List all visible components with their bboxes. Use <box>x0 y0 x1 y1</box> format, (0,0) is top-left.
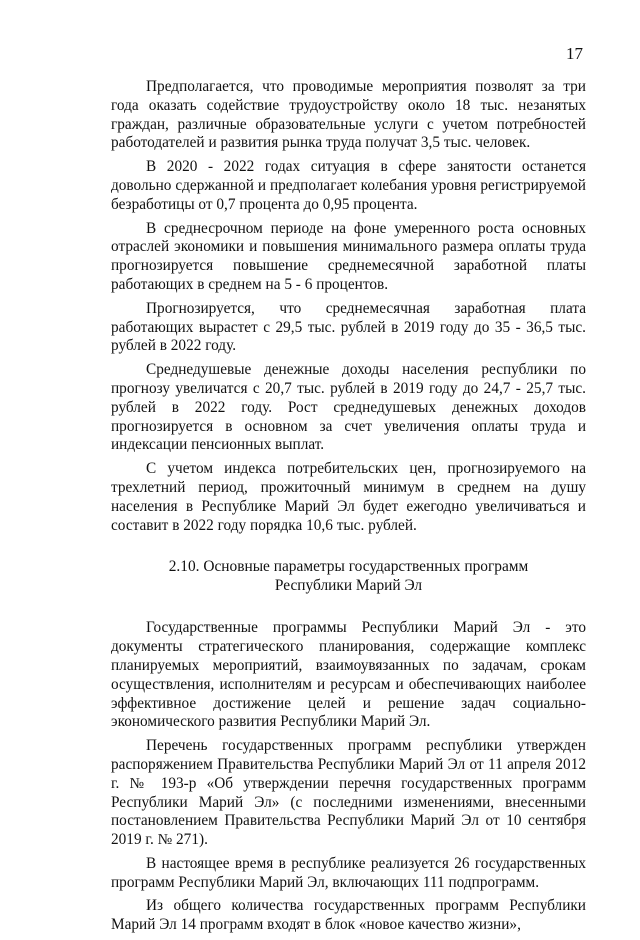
section-heading-line-2: Республики Марий Эл <box>274 577 423 595</box>
paragraph-subsistence-minimum: С учетом индекса потребительских цен, прогнозируемого на трехлетний период, прожиточный минимум в среднем на душу населения в Республике Марий Эл будет ежегодно увеличиваться и составит в 2022 году порядка 10,6 тыс. рублей. <box>111 460 586 534</box>
paragraph-employment-assistance: Предполагается, что проводимые мероприятия позволят за три года оказать содействие трудоустройству около 18 тыс. незанятых граждан, различные образовательные услуги с учетом потребностей работодателей и развития рынка труда получат 3,5 тыс. человек. <box>111 78 586 152</box>
paragraph-average-wage: Прогнозируется, что среднемесячная заработная плата работающих вырастет с 29,5 тыс. рублей в 2019 году до 35 - 36,5 тыс. рублей в 2022 году. <box>111 299 586 355</box>
paragraph-current-programs: В настоящее время в республике реализуется 26 государственных программ Республики Марий Эл, включающих 111 подпрограмм. <box>111 854 586 891</box>
section-heading-line-1: 2.10. Основные параметры государственных программ <box>168 558 529 576</box>
page-number: 17 <box>566 44 583 63</box>
section-heading <box>111 557 586 595</box>
document-body <box>111 78 586 940</box>
paragraph-program-definition: Государственные программы Республики Марий Эл - это документы стратегического планирования, содержащие комплекс планируемых мероприятий, взаимоувязанных по задачам, срокам осуществления, исполнителям и ресурсам и обеспечивающих наиболее эффективное достижение целей и решение задач социально-экономического развития Республики Марий Эл. <box>111 619 586 731</box>
paragraph-unemployment-forecast: В 2020 - 2022 годах ситуация в сфере занятости останется довольно сдержанной и предполагает колебания уровня регистрируемой безработицы от 0,7 процента до 0,95 процента. <box>111 158 586 213</box>
paragraph-program-blocks: Из общего количества государственных программ Республики Марий Эл 14 программ входят в блок «новое качество жизни», <box>111 897 586 934</box>
paragraph-wage-growth-forecast: В среднесрочном периоде на фоне умеренного роста основных отраслей экономики и повышения минимального размера оплаты труда прогнозируется повышение среднемесячной заработной платы работающих в среднем на 5 - 6 процентов. <box>111 219 586 293</box>
paragraph-income-forecast: Среднедушевые денежные доходы населения республики по прогнозу увеличатся с 20,7 тыс. рублей в 2019 году до 24,7 - 25,7 тыс. рублей в 2022 году. Рост среднедушевых денежных доходов прогнозируется в основном за счет увеличения оплаты труда и индексации пенсионных выплат. <box>111 361 586 454</box>
paragraph-program-list-approval: Перечень государственных программ республики утвержден распоряжением Правительства Республики Марий Эл от 11 апреля 2012 г. № 193-р «Об утверждении перечня государственных программ Республики Марий Эл» (с последними изменениями, внесенными постановлением Правительства Республики Марий Эл от 10 сентября 2019 г. № 271). <box>111 737 586 849</box>
